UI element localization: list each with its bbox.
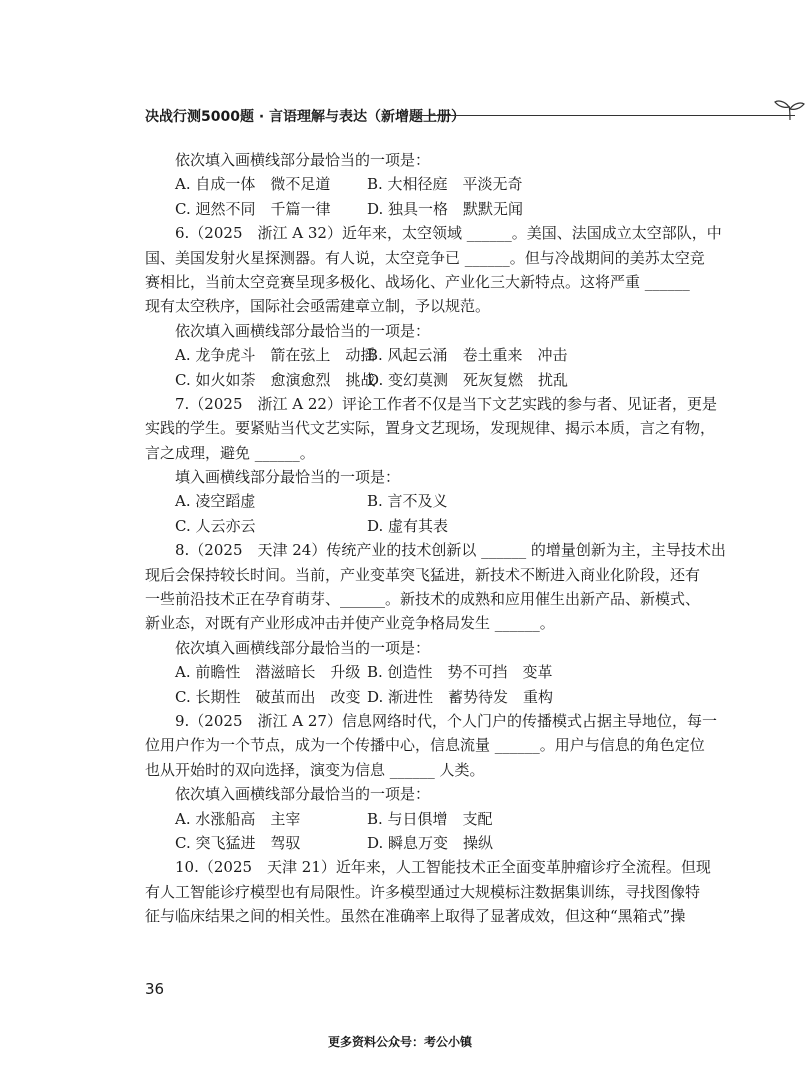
option-text: A. 水涨船高 主宰 [175, 809, 301, 828]
text-line: 位用户作为一个节点，成为一个传播中心，信息流量 ______。用户与信息的角色定位 [145, 736, 705, 755]
page-body [145, 148, 726, 929]
option-text: C. 人云亦云 [175, 516, 256, 535]
paragraph-start-line: 6.（2025 浙江 A 32）近年来，太空领域 ______。美国、法国成立太空部队，中 [175, 224, 722, 243]
paragraph-start-line: 9.（2025 浙江 A 27）信息网络时代，个人门户的传播模式占据主导地位，每一 [175, 711, 717, 730]
option-text: A. 龙争虎斗 箭在弦上 动摇 [175, 346, 376, 365]
option-text: D. 虚有其表 [367, 516, 449, 535]
option-text: A. 前瞻性 潜滋暗长 升级 [175, 663, 361, 682]
option-row [145, 489, 657, 513]
option-text: B. 与日俱增 支配 [367, 809, 493, 828]
option-row [145, 368, 657, 392]
footer-note: 更多资料公众号：考公小镇 [327, 1035, 472, 1049]
header-rule [417, 115, 795, 116]
page-number: 36 [145, 980, 165, 998]
option-row [145, 660, 657, 684]
text-line: 实践的学生。要紧贴当代文艺实际，置身文艺现场，发现规律、揭示本质，言之有物， [145, 419, 716, 438]
option-text: D. 渐进性 蓄势待发 重构 [367, 687, 554, 706]
text-line: 征与临床结果之间的相关性。虽然在准确率上取得了显著成效，但这种“黑箱式”操 [145, 907, 686, 926]
option-text: B. 创造性 势不可挡 变革 [367, 663, 553, 682]
option-row [145, 685, 657, 709]
option-text: D. 瞬息万变 操纵 [367, 833, 494, 852]
option-text: B. 大相径庭 平淡无奇 [367, 175, 523, 194]
text-line: 赛相比，当前太空竞赛呈现多极化、战场化、产业化三大新特点。这将严重 ______ [145, 272, 690, 291]
option-text: A. 自成一体 微不足道 [175, 175, 331, 194]
option-text: C. 如火如荼 愈演愈烈 挑战 [175, 370, 376, 389]
paragraph-start-line: 依次填入画横线部分最恰当的一项是： [175, 638, 431, 657]
paragraph-start-line: 8.（2025 天津 24）传统产业的技术创新以 ______ 的增量创新为主，主导技术出 [175, 541, 726, 560]
paragraph-start-line: 填入画横线部分最恰当的一项是： [175, 468, 401, 487]
option-text: D. 独具一格 默默无闻 [367, 199, 524, 218]
sprout-icon [773, 98, 807, 122]
option-text: C. 长期性 破茧而出 改变 [175, 687, 361, 706]
option-text: B. 风起云涌 卷土重来 冲击 [367, 346, 568, 365]
option-text: C. 突飞猛进 驾驭 [175, 833, 301, 852]
option-row [145, 172, 657, 196]
text-line: 现有太空秩序，国际社会亟需建章立制，予以规范。 [145, 297, 491, 316]
book-title: 决战行测5000题 · 言语理解与表达（新增题上册） [145, 109, 466, 125]
text-line: 现后会保持较长时间。当前，产业变革突飞猛进，新技术不断进入商业化阶段，还有 [145, 565, 701, 584]
text-line: 一些前沿技术正在孕育萌芽、______。新技术的成熟和应用催生出新产品、新模式、 [145, 590, 701, 609]
paragraph-start-line: 10.（2025 天津 21）近年来，人工智能技术正全面变革肿瘤诊疗全流程。但现 [175, 858, 711, 877]
paragraph-start-line: 依次填入画横线部分最恰当的一项是： [175, 321, 431, 340]
option-text: A. 凌空蹈虚 [175, 492, 256, 511]
running-header [145, 98, 665, 128]
option-row [145, 807, 657, 831]
option-row [145, 197, 657, 221]
option-text: B. 言不及义 [367, 492, 448, 511]
text-line: 国、美国发射火星探测器。有人说，太空竞争已 ______。但与冷战期间的美苏太空竞 [145, 248, 705, 267]
paragraph-start-line: 依次填入画横线部分最恰当的一项是： [175, 785, 431, 804]
text-line: 也从开始时的双向选择，演变为信息 ______ 人类。 [145, 760, 485, 779]
text-line: 言之成理，避免 ______。 [145, 443, 315, 462]
option-text: D. 变幻莫测 死灰复燃 扰乱 [367, 370, 569, 389]
option-row [145, 514, 657, 538]
option-text: C. 迥然不同 千篇一律 [175, 199, 331, 218]
option-row [145, 831, 657, 855]
text-line: 新业态，对既有产业形成冲击并使产业竞争格局发生 ______。 [145, 614, 555, 633]
text-line: 有人工智能诊疗模型也有局限性。许多模型通过大规模标注数据集训练，寻找图像特 [145, 882, 701, 901]
paragraph-start-line: 依次填入画横线部分最恰当的一项是： [175, 151, 431, 169]
paragraph-start-line: 7.（2025 浙江 A 22）评论工作者不仅是当下文艺实践的参与者、见证者，更是 [175, 394, 717, 413]
option-row [145, 343, 657, 367]
